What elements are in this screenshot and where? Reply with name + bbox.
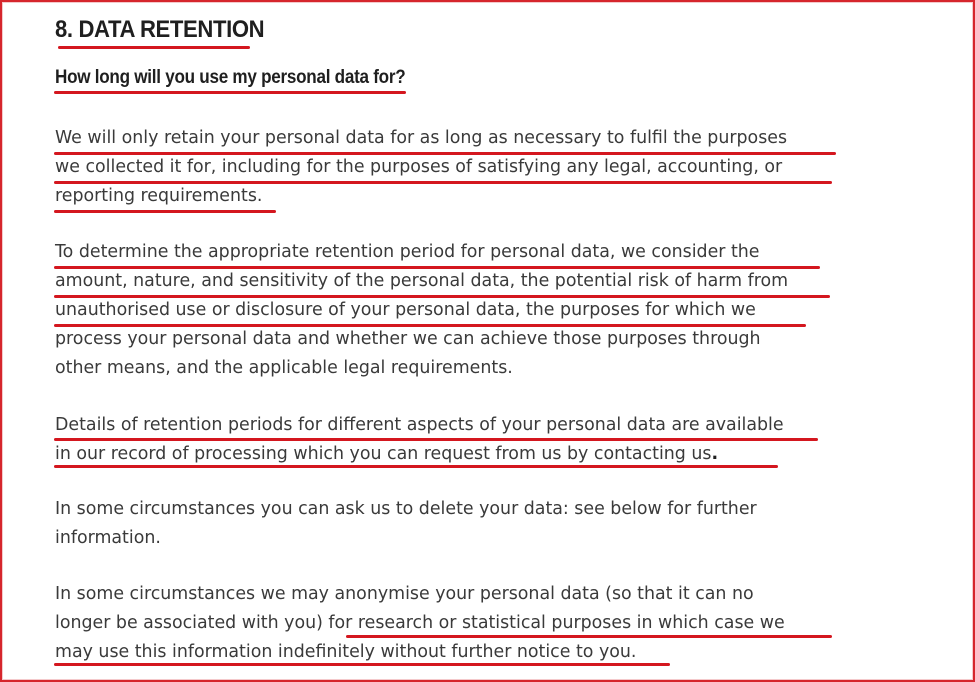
annotation-underline [54,438,818,441]
section-subheading: How long will you use my personal data for? [55,67,406,88]
annotation-underline [54,295,830,298]
text-line: information. [55,528,161,548]
text-line: amount, nature, and sensitivity of the personal data, the potential risk of harm from [55,271,789,291]
annotation-underline [346,635,832,638]
annotation-underline [58,46,250,49]
annotation-underline [54,663,670,666]
annotation-underline [54,181,832,184]
text-line: reporting requirements. [55,186,263,206]
text-line: In some circumstances we may anonymise your personal data (so that it can no [55,584,754,604]
paragraph-retention-purpose [55,124,855,211]
annotation-underline [54,91,406,94]
text-line: we collected it for, including for the purposes of satisfying any legal, accounting, or [55,157,783,177]
text-line: may use this information indefinitely without further notice to you. [55,642,637,662]
annotation-underline [54,324,806,327]
paragraph-retention-criteria [55,238,855,383]
annotation-underline [54,465,778,468]
paragraph-deletion-rights [55,495,855,553]
text-line: process your personal data and whether we can achieve those purposes through [55,329,761,349]
section-heading: 8. DATA RETENTION [55,16,265,43]
annotation-underline [54,210,276,213]
paragraph-anonymisation [55,580,855,667]
text-line: other means, and the applicable legal requirements. [55,358,513,378]
text-line: Details of retention periods for different aspects of your personal data are available [55,415,784,435]
text-end-mark: . [711,444,719,464]
annotation-underline [54,152,836,155]
text-line: longer be associated with you) for research or statistical purposes in which case we [55,613,785,633]
text-line: We will only retain your personal data for as long as necessary to fulfil the purposes [55,128,788,148]
text-line: In some circumstances you can ask us to delete your data: see below for further [55,499,757,519]
text-line: To determine the appropriate retention period for personal data, we consider the [55,242,760,262]
text-fragment: in our record of processing which you can request from us by contacting us [55,444,712,464]
text-line: unauthorised use or disclosure of your personal data, the purposes for which we [55,300,756,320]
annotation-underline [54,266,820,269]
